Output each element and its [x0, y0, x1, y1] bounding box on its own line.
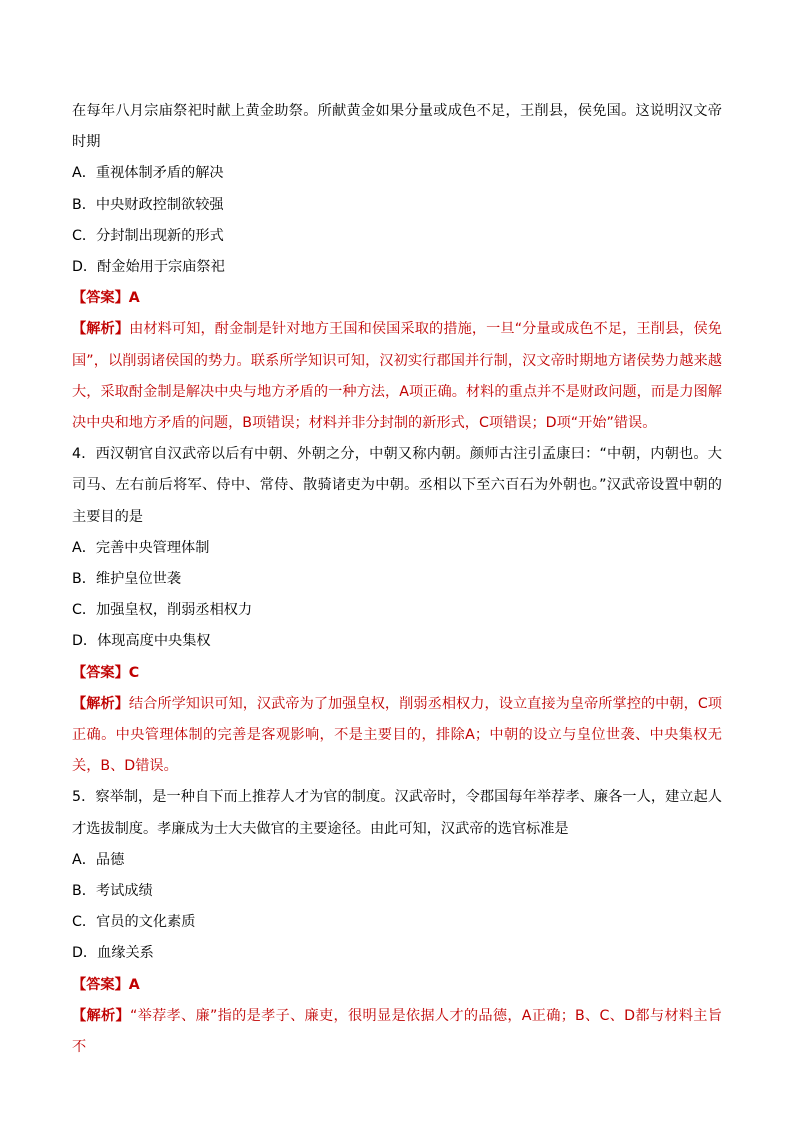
answer-value: C: [128, 664, 140, 681]
option-c: C．分封制出现新的形式: [72, 227, 224, 244]
option-d: D．血缘关系: [72, 945, 154, 962]
option-c: C．加强皇权，削弱丞相权力: [72, 602, 253, 619]
option-a: A．完善中央管理体制: [72, 539, 210, 556]
option-b: B．维护皇位世袭: [72, 571, 182, 588]
analysis-label: 【解析】: [72, 1007, 130, 1024]
question-stem: 4．西汉朝官自汉武帝以后有中朝、外朝之分，中朝又称内朝。颜师古注引孟康曰：“中朝，内朝也。大司马、左右前后将军、侍中、常侍、散骑诸吏为中朝。丞相以下至六百石为外朝也。”汉武帝设置中朝的主要目的是: [72, 446, 722, 525]
analysis-paragraph: [72, 314, 722, 439]
analysis-text: 结合所学知识可知，汉武帝为了加强皇权，削弱丞相权力，设立直接为皇帝所掌控的中朝，C项正确。中央管理体制的完善是客观影响，不是主要目的，排除A；中朝的设立与皇位世袭、中央集权无关，B、D错误。: [72, 695, 722, 775]
document-page: [72, 96, 722, 1063]
answer-line: [72, 283, 722, 314]
answer-label: 【答案】: [72, 290, 129, 307]
question-5: [72, 782, 722, 1063]
option-b: B．中央财政控制欲较强: [72, 196, 224, 213]
question-3: [72, 96, 722, 439]
analysis-text: “举荐孝、廉”指的是孝子、廉吏，很明显是依据人才的品德，A正确；B、C、D都与材料主旨不: [72, 1007, 722, 1056]
answer-line: [72, 970, 722, 1001]
question-stem: 在每年八月宗庙祭祀时献上黄金助祭。所献黄金如果分量或成色不足，王削县，侯免国。这说明汉文帝时期: [72, 103, 722, 151]
answer-line: [72, 658, 722, 689]
option-c: C．官员的文化素质: [72, 914, 196, 931]
answer-value: A: [128, 976, 140, 993]
answer-label: 【答案】: [72, 976, 129, 993]
question-stem: 5．察举制，是一种自下而上推荐人才为官的制度。汉武帝时，令郡国每年举荐孝、廉各一人，建立起人才选拔制度。孝廉成为士大夫做官的主要途径。由此可知，汉武帝的选官标准是: [72, 789, 722, 837]
answer-label: 【答案】: [72, 664, 129, 681]
option-a: A．品德: [72, 851, 125, 868]
analysis-label: 【解析】: [72, 695, 129, 712]
option-a: A．重视体制矛盾的解决: [72, 165, 224, 182]
question-4: [72, 439, 722, 782]
answer-value: A: [128, 290, 140, 307]
analysis-text: 由材料可知，酎金制是针对地方王国和侯国采取的措施，一旦“分量或成色不足，王削县，侯免国”，以削弱诸侯国的势力。联系所学知识可知，汉初实行郡国并行制，汉文帝时期地方诸侯势力越来越大，采取酎金制是解决中央与地方矛盾的一种方法，A项正确。材料的重点并不是财政问题，而是力图解决中央和地方矛盾的问题，B项错误；材料并非分封制的新形式，C项错误；D项“开始”错误。: [72, 321, 722, 432]
option-d: D．体现高度中央集权: [72, 633, 211, 650]
analysis-paragraph: [72, 1001, 722, 1063]
option-d: D．酎金始用于宗庙祭祀: [72, 259, 225, 276]
analysis-paragraph: [72, 689, 722, 783]
option-b: B．考试成绩: [72, 883, 153, 900]
analysis-label: 【解析】: [72, 321, 130, 338]
